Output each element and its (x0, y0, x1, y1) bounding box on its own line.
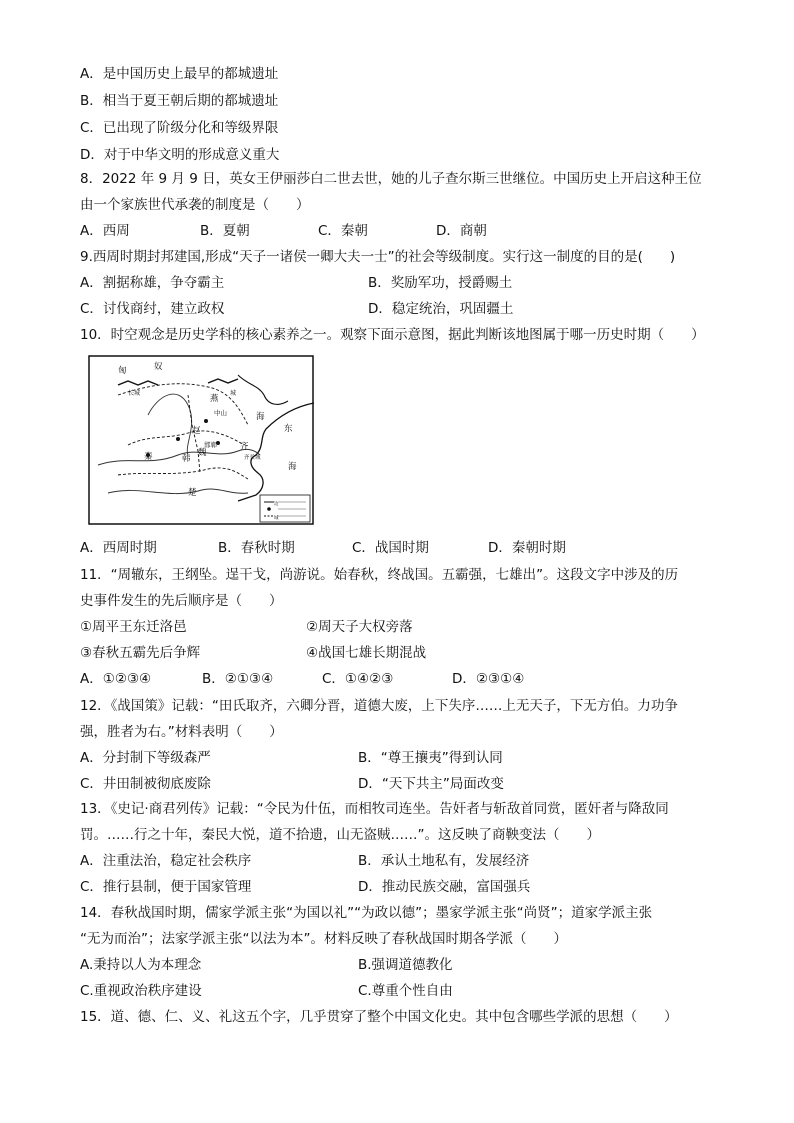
warring-states-map (88, 355, 314, 525)
q13-option-b: B．承认土地私有，发展经济 (358, 853, 530, 869)
map-label-great-wall: 长城 (128, 390, 141, 397)
map-label-han: 韩 (182, 454, 191, 464)
q8-option-b: B．夏朝 (200, 223, 250, 239)
map-label-dong: 东 (284, 424, 293, 434)
map-legend-wall: 城 (274, 516, 279, 521)
q11-event-2: ②周天子大权旁落 (306, 619, 413, 635)
map-label-chu: 楚 (188, 488, 197, 498)
map-label-qin: 秦 (144, 452, 153, 462)
q11-event-3: ③春秋五霸先后争辉 (80, 645, 201, 661)
q8-option-d: D．商朝 (436, 223, 487, 239)
q10-option-c: C．战国时期 (352, 540, 429, 556)
q8-stem-line2: 由一个家族世代承袭的制度是（ ） (80, 197, 310, 213)
q12-stem-line2: 强，胜者为右。”材料表明（ ） (80, 724, 283, 740)
map-label-wei: 魏 (198, 448, 207, 458)
q12-option-d: D．“天下共主”局面改变 (358, 776, 504, 792)
q11-option-c: C．①④②③ (322, 671, 394, 687)
map-label-hai-2: 海 (288, 462, 297, 472)
q14-option-b: B.强调道德教化 (358, 957, 453, 973)
q8-stem-line1: 8．2022 年 9 月 9 日，英女王伊丽莎白二世去世，她的儿子查尔斯三世继位。中国历史上开启这种王位 (80, 171, 702, 187)
q15-stem: 15．道、德、仁、义、礼这五个字，几乎贯穿了整个中国文化史。其中包含哪些学派的思想（ ） (80, 1009, 678, 1025)
map-label-nu: 奴 (154, 362, 163, 372)
q14-stem-line1: 14．春秋战国时期，儒家学派主张“为国以礼”“为政以德”；墨家学派主张“尚贤”；道家学派主张 (80, 905, 653, 921)
q11-event-4: ④战国七雄长期混战 (306, 645, 427, 661)
q12-stem-line1: 12．《战国策》记载：“田氏取齐，六卿分晋，道德大废，上下失序……上无天子，下无方伯。力功争 (80, 698, 678, 714)
q11-stem-line2: 史事件发生的先后顺序是（ ） (80, 593, 283, 609)
q11-option-d: D．②③①④ (452, 671, 525, 687)
q10-option-b: B．春秋时期 (218, 540, 295, 556)
q9-option-c: C．讨伐商纣，建立政权 (80, 301, 225, 317)
q7-option-b: B．相当于夏王朝后期的都城遗址 (80, 93, 279, 109)
q14-option-c: C.重视政治秩序建设 (80, 983, 202, 999)
q9-option-d: D．稳定统治，巩固疆土 (368, 301, 514, 317)
q9-option-a: A．割据称雄，争夺霸主 (80, 275, 225, 291)
q13-option-c: C．推行县制，便于国家管理 (80, 879, 252, 895)
map-label-xiong: 匈 (118, 366, 127, 376)
q12-option-c: C．井田制被彻底废除 (80, 776, 211, 792)
map-label-hai: 海 (256, 412, 265, 422)
q7-option-d: D．对于中华文明的形成意义重大 (80, 147, 280, 163)
q9-option-b: B．奖励军功，授爵赐土 (368, 275, 513, 291)
q13-option-a: A．注重法治，稳定社会秩序 (80, 853, 252, 869)
q14-option-d: C.尊重个性自由 (358, 983, 453, 999)
map-legend-border: 边 (274, 502, 279, 507)
q10-stem: 10．时空观念是历史学科的核心素养之一。观察下面示意图，据此判断该地图属于哪一历史时期（ ） (80, 327, 705, 343)
q13-stem-line1: 13．《史记·商君列传》记载：“令民为什伍，而相牧司连坐。告奸者与斩敌首同赏，匿奸者与降敌同 (80, 801, 669, 817)
map-label-cheng: 城 (230, 390, 237, 397)
q11-option-b: B．②①③④ (202, 671, 274, 687)
q8-option-c: C．秦朝 (318, 223, 368, 239)
q13-option-d: D．推动民族交融，富国强兵 (358, 879, 531, 895)
q8-option-a: A．西周 (80, 223, 130, 239)
q10-option-a: A．西周时期 (80, 540, 157, 556)
map-label-zhao: 赵 (192, 426, 201, 436)
map-label-qi-wall: 齐长城 (244, 455, 261, 461)
map-label-yan: 燕 (210, 394, 219, 404)
map-label-qi: 齐 (240, 442, 249, 452)
map-label-zhongshan: 中山 (214, 409, 227, 417)
q13-stem-line2: 罚。……行之十年，秦民大悦，道不拾遗，山无盗贼……”。这反映了商鞅变法（ ） (80, 827, 600, 843)
q11-stem-line1: 11．“周辙东，王纲坠。逞干戈，尚游说。始春秋，终战国。五霸强，七雄出”。这段文字中涉及的历 (80, 567, 679, 583)
q14-stem-line2: “无为而治”；法家学派主张“以法为本”。材料反映了春秋战国时期各学派（ ） (80, 931, 567, 947)
q12-option-a: A．分封制下等级森严 (80, 750, 211, 766)
q11-event-1: ①周平王东迁洛邑 (80, 619, 187, 635)
q7-option-a: A．是中国历史上最早的都城遗址 (80, 66, 279, 82)
q7-option-c: C．已出现了阶级分化和等级界限 (80, 120, 279, 136)
q9-stem: 9.西周时期封邦建国,形成“天子一诸侯一卿大夫一士”的社会等级制度。实行这一制度的目的是( ) (80, 249, 676, 265)
q12-option-b: B．“尊王攘夷”得到认同 (358, 750, 503, 766)
q10-option-d: D．秦朝时期 (488, 540, 566, 556)
q14-option-a: A.秉持以人为本理念 (80, 957, 202, 973)
map-label-handan: 邯郸 (204, 441, 217, 449)
q11-option-a: A．①②③④ (80, 671, 152, 687)
